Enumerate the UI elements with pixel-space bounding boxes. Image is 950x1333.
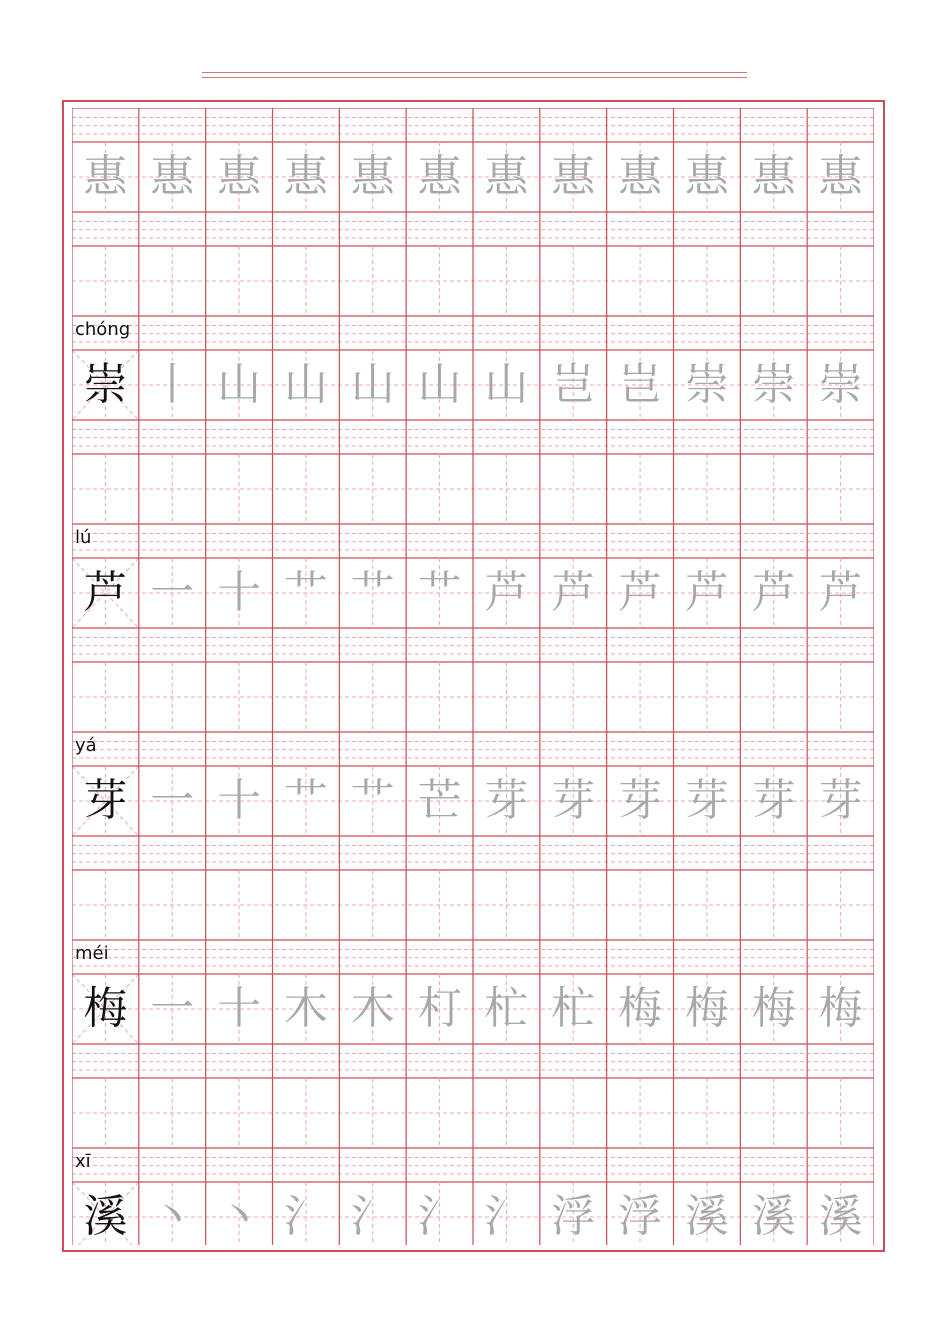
- stroke-step-character: 惠: [618, 151, 663, 202]
- stroke-order-cell: [607, 558, 674, 628]
- stroke-order-cell: [139, 350, 206, 420]
- header-rule-top: [202, 72, 747, 73]
- model-character-cell: [72, 350, 139, 420]
- pinyin-cell: [72, 940, 206, 974]
- stroke-order-cell: [540, 142, 607, 212]
- model-character-cell: [72, 974, 139, 1044]
- grid-lines: [72, 108, 874, 1245]
- stroke-order-cell: [473, 766, 540, 836]
- stroke-step-character: 梅: [684, 983, 729, 1034]
- pinyin-cell: [72, 316, 206, 350]
- stroke-step-character: 芽: [618, 775, 663, 826]
- stroke-step-character: 杧: [484, 983, 529, 1034]
- stroke-step-character: 氵: [283, 1191, 328, 1242]
- stroke-step-character: 艹: [350, 567, 395, 618]
- stroke-step-character: 岂: [618, 359, 663, 410]
- stroke-step-character: 木: [350, 983, 395, 1034]
- stroke-step-character: 朾: [417, 983, 462, 1034]
- stroke-order-cell: [807, 974, 874, 1044]
- stroke-order-cell: [473, 142, 540, 212]
- model-character: 梅: [83, 983, 128, 1034]
- pinyin-label: lú: [75, 527, 92, 548]
- stroke-step-character: 氵: [350, 1191, 395, 1242]
- stroke-order-cell: [339, 142, 406, 212]
- stroke-step-character: 一: [150, 983, 195, 1034]
- stroke-step-character: 杧: [551, 983, 596, 1034]
- stroke-order-cell: [406, 1182, 473, 1252]
- stroke-step-character: 惠: [150, 151, 195, 202]
- stroke-step-character: 芽: [751, 775, 796, 826]
- stroke-order-cell: [540, 558, 607, 628]
- stroke-order-cell: [807, 766, 874, 836]
- stroke-order-cell: [740, 142, 807, 212]
- stroke-order-cell: [406, 558, 473, 628]
- header-rule-bottom: [202, 77, 747, 78]
- stroke-order-cell: [339, 558, 406, 628]
- stroke-order-cell: [473, 558, 540, 628]
- stroke-step-character: 岂: [551, 359, 596, 410]
- model-character: 芽: [83, 775, 128, 826]
- stroke-step-character: 浮: [551, 1191, 596, 1242]
- stroke-order-cell: [740, 766, 807, 836]
- stroke-order-cell: [473, 350, 540, 420]
- stroke-order-cell: [406, 350, 473, 420]
- stroke-order-cell: [674, 558, 741, 628]
- stroke-order-cell: [406, 974, 473, 1044]
- stroke-step-character: 丶: [217, 1191, 262, 1242]
- pinyin-label: xī: [75, 1151, 91, 1172]
- stroke-order-cell: [139, 974, 206, 1044]
- model-character: 惠: [83, 151, 128, 202]
- stroke-order-cell: [473, 1182, 540, 1252]
- pinyin-cell: [72, 524, 206, 558]
- stroke-order-cell: [607, 1182, 674, 1252]
- pinyin-label: chóng: [75, 319, 131, 340]
- stroke-order-cell: [540, 974, 607, 1044]
- stroke-step-character: 芒: [417, 775, 462, 826]
- stroke-step-character: 艹: [417, 567, 462, 618]
- stroke-order-cell: [206, 558, 273, 628]
- model-character: 溪: [83, 1191, 128, 1242]
- stroke-order-cell: [273, 974, 340, 1044]
- stroke-order-cell: [273, 142, 340, 212]
- stroke-step-character: 芦: [618, 567, 663, 618]
- stroke-step-character: 芦: [484, 567, 529, 618]
- stroke-step-character: 一: [150, 567, 195, 618]
- stroke-step-character: 丶: [150, 1191, 195, 1242]
- stroke-order-cell: [339, 1182, 406, 1252]
- stroke-step-character: 惠: [417, 151, 462, 202]
- stroke-step-character: 山: [350, 359, 395, 410]
- stroke-order-cell: [206, 142, 273, 212]
- stroke-order-cell: [273, 558, 340, 628]
- stroke-order-cell: [807, 558, 874, 628]
- stroke-step-character: 惠: [283, 151, 328, 202]
- stroke-order-cell: [607, 350, 674, 420]
- stroke-order-cell: [674, 350, 741, 420]
- stroke-order-cell: [206, 350, 273, 420]
- stroke-step-character: 芽: [551, 775, 596, 826]
- model-character-cell: [72, 1182, 139, 1252]
- stroke-order-cell: [807, 142, 874, 212]
- model-character: 芦: [83, 567, 128, 618]
- stroke-order-cell: [139, 142, 206, 212]
- stroke-step-character: 崇: [751, 359, 796, 410]
- stroke-step-character: 艹: [350, 775, 395, 826]
- stroke-step-character: 山: [217, 359, 262, 410]
- stroke-step-character: 芽: [818, 775, 863, 826]
- stroke-step-character: 惠: [551, 151, 596, 202]
- model-character-cell: [72, 558, 139, 628]
- stroke-order-cell: [473, 974, 540, 1044]
- stroke-order-cell: [206, 766, 273, 836]
- stroke-step-character: 山: [484, 359, 529, 410]
- stroke-step-character: 十: [217, 983, 262, 1034]
- stroke-step-character: 溪: [818, 1191, 863, 1242]
- stroke-step-character: 山: [417, 359, 462, 410]
- stroke-order-cell: [540, 350, 607, 420]
- stroke-step-character: 惠: [350, 151, 395, 202]
- stroke-step-character: 惠: [684, 151, 729, 202]
- stroke-order-cell: [206, 974, 273, 1044]
- stroke-step-character: 木: [283, 983, 328, 1034]
- stroke-step-character: 惠: [751, 151, 796, 202]
- practice-grid: [72, 108, 874, 1245]
- stroke-step-character: 芦: [551, 567, 596, 618]
- stroke-order-cell: [807, 1182, 874, 1252]
- pinyin-cell: [72, 732, 206, 766]
- stroke-step-character: 崇: [818, 359, 863, 410]
- stroke-order-cell: [339, 974, 406, 1044]
- stroke-step-character: 山: [283, 359, 328, 410]
- stroke-order-cell: [807, 350, 874, 420]
- stroke-step-character: 浮: [618, 1191, 663, 1242]
- stroke-order-cell: [206, 1182, 273, 1252]
- stroke-order-cell: [139, 1182, 206, 1252]
- stroke-step-character: 十: [217, 775, 262, 826]
- pinyin-cell: [72, 108, 206, 142]
- stroke-order-cell: [406, 766, 473, 836]
- stroke-step-character: 芽: [484, 775, 529, 826]
- pinyin-cell: [72, 1148, 206, 1182]
- stroke-step-character: 梅: [818, 983, 863, 1034]
- stroke-order-cell: [674, 974, 741, 1044]
- stroke-step-character: 丨: [150, 359, 195, 410]
- stroke-order-cell: [607, 142, 674, 212]
- stroke-order-cell: [339, 766, 406, 836]
- stroke-step-character: 芦: [751, 567, 796, 618]
- model-character-cell: [72, 142, 139, 212]
- stroke-step-character: 惠: [484, 151, 529, 202]
- stroke-step-character: 溪: [684, 1191, 729, 1242]
- stroke-step-character: 氵: [417, 1191, 462, 1242]
- pinyin-label: méi: [75, 943, 109, 964]
- stroke-step-character: 梅: [618, 983, 663, 1034]
- stroke-step-character: 十: [217, 567, 262, 618]
- stroke-step-character: 崇: [684, 359, 729, 410]
- stroke-step-character: 梅: [751, 983, 796, 1034]
- stroke-order-cell: [674, 142, 741, 212]
- model-character-cell: [72, 766, 139, 836]
- stroke-order-cell: [740, 974, 807, 1044]
- stroke-order-cell: [273, 1182, 340, 1252]
- stroke-order-cell: [273, 350, 340, 420]
- stroke-order-cell: [273, 766, 340, 836]
- stroke-order-cell: [740, 558, 807, 628]
- pinyin-label: yá: [75, 735, 97, 756]
- stroke-step-character: 惠: [818, 151, 863, 202]
- stroke-step-character: 芽: [684, 775, 729, 826]
- stroke-step-character: 芦: [818, 567, 863, 618]
- stroke-order-cell: [540, 1182, 607, 1252]
- stroke-step-character: 艹: [283, 775, 328, 826]
- stroke-step-character: 一: [150, 775, 195, 826]
- stroke-order-cell: [674, 1182, 741, 1252]
- model-character: 崇: [83, 359, 128, 410]
- stroke-order-cell: [607, 974, 674, 1044]
- stroke-order-cell: [339, 350, 406, 420]
- stroke-order-cell: [406, 142, 473, 212]
- stroke-order-cell: [740, 1182, 807, 1252]
- stroke-order-cell: [139, 766, 206, 836]
- stroke-step-character: 氵: [484, 1191, 529, 1242]
- stroke-order-cell: [540, 766, 607, 836]
- stroke-order-cell: [139, 558, 206, 628]
- stroke-order-cell: [740, 350, 807, 420]
- stroke-step-character: 艹: [283, 567, 328, 618]
- stroke-order-cell: [674, 766, 741, 836]
- stroke-step-character: 溪: [751, 1191, 796, 1242]
- stroke-order-cell: [607, 766, 674, 836]
- stroke-step-character: 惠: [217, 151, 262, 202]
- stroke-step-character: 芦: [684, 567, 729, 618]
